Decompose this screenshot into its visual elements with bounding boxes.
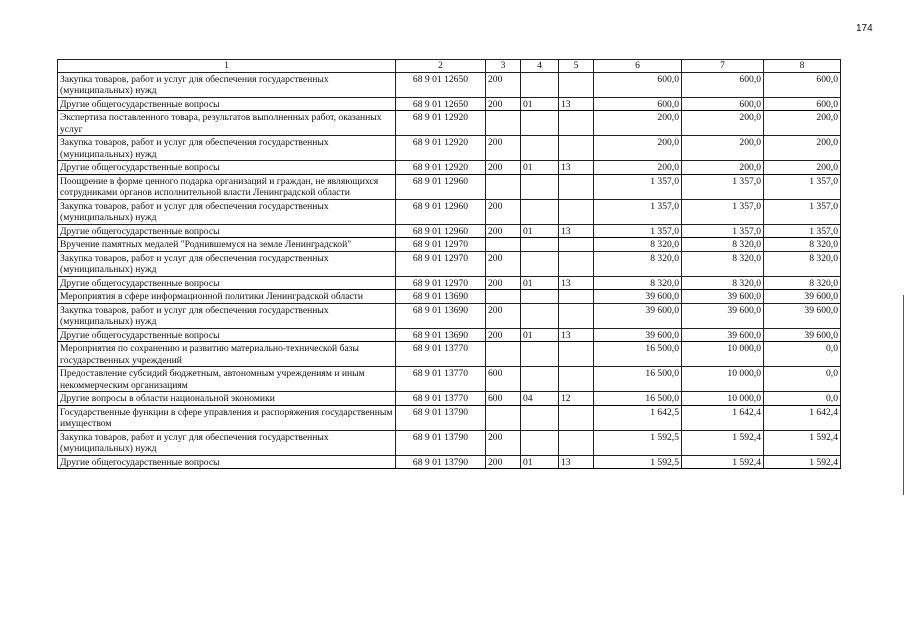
- row-subsection: 12: [559, 392, 594, 406]
- row-amount-col6: 39 600,0: [594, 328, 682, 342]
- row-target-code: 68 9 01 13770: [396, 342, 486, 367]
- table-row: [58, 161, 841, 175]
- row-expense-type: 200: [486, 199, 521, 224]
- row-target-code: 68 9 01 12960: [396, 174, 486, 199]
- row-amount-col8: 600,0: [764, 97, 841, 111]
- row-subsection: 13: [559, 276, 594, 290]
- row-expense-type: [486, 290, 521, 304]
- row-target-code: 68 9 01 12970: [396, 276, 486, 290]
- row-description: Вручение памятных медалей "Роднившемуся на земле Ленинградской": [58, 238, 396, 252]
- row-amount-col8: 0,0: [764, 392, 841, 406]
- row-description: Закупка товаров, работ и услуг для обеспечения государственных (муниципальных) нужд: [58, 303, 396, 328]
- row-section: [521, 238, 559, 252]
- row-subsection: 13: [559, 328, 594, 342]
- row-subsection: [559, 174, 594, 199]
- table-row: [58, 199, 841, 224]
- row-description: Мероприятия в сфере информационной политики Ленинградской области: [58, 290, 396, 304]
- row-expense-type: 200: [486, 251, 521, 276]
- row-target-code: 68 9 01 12920: [396, 161, 486, 175]
- row-amount-col7: 10 000,0: [682, 367, 764, 392]
- row-amount-col7: 600,0: [682, 72, 764, 97]
- row-section: [521, 367, 559, 392]
- row-amount-col6: 1 357,0: [594, 174, 682, 199]
- table-row: [58, 111, 841, 136]
- row-expense-type: 200: [486, 224, 521, 238]
- row-amount-col6: 1 357,0: [594, 224, 682, 238]
- row-amount-col7: 10 000,0: [682, 392, 764, 406]
- row-subsection: [559, 72, 594, 97]
- row-amount-col6: 8 320,0: [594, 251, 682, 276]
- row-description: Другие общегосударственные вопросы: [58, 455, 396, 469]
- row-amount-col7: 600,0: [682, 97, 764, 111]
- row-subsection: [559, 342, 594, 367]
- table-row: [58, 136, 841, 161]
- row-amount-col6: 39 600,0: [594, 290, 682, 304]
- row-description: Предоставление субсидий бюджетным, автономным учреждениям и иным некоммерческим организациям: [58, 367, 396, 392]
- table-row: [58, 290, 841, 304]
- row-amount-col7: 1 642,4: [682, 405, 764, 430]
- row-subsection: 13: [559, 97, 594, 111]
- row-expense-type: [486, 174, 521, 199]
- row-expense-type: 600: [486, 367, 521, 392]
- row-target-code: 68 9 01 12650: [396, 97, 486, 111]
- row-subsection: [559, 238, 594, 252]
- row-section: [521, 342, 559, 367]
- row-amount-col7: 1 592,4: [682, 430, 764, 455]
- column-header: 8: [764, 60, 841, 73]
- row-amount-col8: 39 600,0: [764, 290, 841, 304]
- row-target-code: 68 9 01 12650: [396, 72, 486, 97]
- row-description: Другие общегосударственные вопросы: [58, 161, 396, 175]
- row-target-code: 68 9 01 13790: [396, 405, 486, 430]
- row-amount-col8: 39 600,0: [764, 303, 841, 328]
- row-expense-type: 200: [486, 455, 521, 469]
- row-amount-col8: 1 357,0: [764, 199, 841, 224]
- row-description: Другие общегосударственные вопросы: [58, 224, 396, 238]
- table-row: [58, 97, 841, 111]
- row-section: [521, 174, 559, 199]
- table-row: [58, 72, 841, 97]
- row-section: [521, 303, 559, 328]
- column-header: 5: [559, 60, 594, 73]
- table-row: [58, 276, 841, 290]
- row-description: Другие общегосударственные вопросы: [58, 328, 396, 342]
- row-amount-col8: 1 642,4: [764, 405, 841, 430]
- row-section: [521, 290, 559, 304]
- row-description: Мероприятия по сохранению и развитию материально-технической базы государственных учреждений: [58, 342, 396, 367]
- row-amount-col8: 200,0: [764, 161, 841, 175]
- row-target-code: 68 9 01 12920: [396, 136, 486, 161]
- row-description: Закупка товаров, работ и услуг для обеспечения государственных (муниципальных) нужд: [58, 430, 396, 455]
- table-row: [58, 328, 841, 342]
- table-body: [58, 72, 841, 469]
- row-amount-col7: 1 357,0: [682, 224, 764, 238]
- row-description: Другие общегосударственные вопросы: [58, 97, 396, 111]
- row-description: Другие общегосударственные вопросы: [58, 276, 396, 290]
- row-amount-col8: 8 320,0: [764, 238, 841, 252]
- row-target-code: 68 9 01 13790: [396, 455, 486, 469]
- row-expense-type: 200: [486, 161, 521, 175]
- row-amount-col8: 1 592,4: [764, 455, 841, 469]
- row-section: 01: [521, 97, 559, 111]
- column-header: 3: [486, 60, 521, 73]
- row-amount-col6: 39 600,0: [594, 303, 682, 328]
- table-row: [58, 342, 841, 367]
- row-subsection: 13: [559, 224, 594, 238]
- row-subsection: [559, 199, 594, 224]
- row-expense-type: 200: [486, 136, 521, 161]
- column-header: 1: [58, 60, 396, 73]
- row-amount-col8: 0,0: [764, 367, 841, 392]
- table-row: [58, 303, 841, 328]
- row-subsection: 13: [559, 161, 594, 175]
- row-description: Закупка товаров, работ и услуг для обеспечения государственных (муниципальных) нужд: [58, 136, 396, 161]
- scan-edge-line: [903, 295, 904, 495]
- column-header: 7: [682, 60, 764, 73]
- row-amount-col6: 16 500,0: [594, 342, 682, 367]
- row-amount-col6: 8 320,0: [594, 238, 682, 252]
- row-amount-col6: 1 642,5: [594, 405, 682, 430]
- row-description: Закупка товаров, работ и услуг для обеспечения государственных (муниципальных) нужд: [58, 199, 396, 224]
- column-header: 4: [521, 60, 559, 73]
- row-section: 01: [521, 276, 559, 290]
- page-number: 174: [856, 23, 873, 34]
- table-row: [58, 405, 841, 430]
- row-target-code: 68 9 01 12920: [396, 111, 486, 136]
- row-amount-col8: 8 320,0: [764, 251, 841, 276]
- row-subsection: [559, 367, 594, 392]
- row-section: [521, 430, 559, 455]
- row-amount-col6: 8 320,0: [594, 276, 682, 290]
- row-amount-col6: 200,0: [594, 136, 682, 161]
- row-target-code: 68 9 01 12970: [396, 251, 486, 276]
- column-header: 6: [594, 60, 682, 73]
- row-target-code: 68 9 01 12960: [396, 199, 486, 224]
- row-target-code: 68 9 01 13770: [396, 367, 486, 392]
- row-description: Другие вопросы в области национальной экономики: [58, 392, 396, 406]
- row-amount-col7: 8 320,0: [682, 238, 764, 252]
- row-amount-col7: 39 600,0: [682, 290, 764, 304]
- row-amount-col7: 200,0: [682, 111, 764, 136]
- row-section: [521, 405, 559, 430]
- row-amount-col6: 600,0: [594, 97, 682, 111]
- row-section: 01: [521, 328, 559, 342]
- row-target-code: 68 9 01 13770: [396, 392, 486, 406]
- row-expense-type: 600: [486, 392, 521, 406]
- row-subsection: [559, 290, 594, 304]
- row-target-code: 68 9 01 13690: [396, 328, 486, 342]
- row-expense-type: [486, 238, 521, 252]
- row-subsection: 13: [559, 455, 594, 469]
- row-subsection: [559, 251, 594, 276]
- row-section: [521, 136, 559, 161]
- row-section: 01: [521, 161, 559, 175]
- table-row: [58, 224, 841, 238]
- row-amount-col7: 1 357,0: [682, 174, 764, 199]
- row-expense-type: 200: [486, 328, 521, 342]
- row-expense-type: 200: [486, 303, 521, 328]
- row-amount-col6: 200,0: [594, 161, 682, 175]
- row-amount-col8: 8 320,0: [764, 276, 841, 290]
- row-description: Закупка товаров, работ и услуг для обеспечения государственных (муниципальных) нужд: [58, 72, 396, 97]
- row-amount-col8: 0,0: [764, 342, 841, 367]
- row-subsection: [559, 405, 594, 430]
- row-section: [521, 251, 559, 276]
- row-section: [521, 199, 559, 224]
- row-expense-type: 200: [486, 430, 521, 455]
- row-amount-col6: 200,0: [594, 111, 682, 136]
- row-subsection: [559, 111, 594, 136]
- row-target-code: 68 9 01 13690: [396, 303, 486, 328]
- row-target-code: 68 9 01 12960: [396, 224, 486, 238]
- row-amount-col7: 1 357,0: [682, 199, 764, 224]
- row-amount-col7: 200,0: [682, 161, 764, 175]
- row-description: Закупка товаров, работ и услуг для обеспечения государственных (муниципальных) нужд: [58, 251, 396, 276]
- table-row: [58, 367, 841, 392]
- row-section: [521, 111, 559, 136]
- row-amount-col7: 39 600,0: [682, 303, 764, 328]
- table-row: [58, 455, 841, 469]
- row-subsection: [559, 430, 594, 455]
- row-expense-type: [486, 342, 521, 367]
- table-row: [58, 430, 841, 455]
- row-amount-col6: 1 357,0: [594, 199, 682, 224]
- row-amount-col8: 200,0: [764, 111, 841, 136]
- column-header: 2: [396, 60, 486, 73]
- row-amount-col7: 1 592,4: [682, 455, 764, 469]
- row-target-code: 68 9 01 12970: [396, 238, 486, 252]
- row-amount-col6: 600,0: [594, 72, 682, 97]
- table-row: [58, 238, 841, 252]
- row-section: [521, 72, 559, 97]
- row-expense-type: [486, 111, 521, 136]
- row-section: 01: [521, 224, 559, 238]
- row-expense-type: 200: [486, 72, 521, 97]
- row-expense-type: [486, 405, 521, 430]
- row-amount-col6: 1 592,5: [594, 455, 682, 469]
- table-row: [58, 174, 841, 199]
- row-amount-col7: 8 320,0: [682, 276, 764, 290]
- row-amount-col8: 39 600,0: [764, 328, 841, 342]
- row-amount-col6: 1 592,5: [594, 430, 682, 455]
- row-amount-col8: 200,0: [764, 136, 841, 161]
- row-description: Поощрение в форме ценного подарка организаций и граждан, не являющихся сотрудниками органов исполнительной власти Ленинградской области: [58, 174, 396, 199]
- row-amount-col8: 1 357,0: [764, 174, 841, 199]
- row-subsection: [559, 303, 594, 328]
- row-expense-type: 200: [486, 97, 521, 111]
- row-amount-col7: 200,0: [682, 136, 764, 161]
- row-amount-col8: 1 357,0: [764, 224, 841, 238]
- row-section: 01: [521, 455, 559, 469]
- row-target-code: 68 9 01 13690: [396, 290, 486, 304]
- row-section: 04: [521, 392, 559, 406]
- row-amount-col8: 1 592,4: [764, 430, 841, 455]
- row-description: Государственные функции в сфере управления и распоряжения государственным имуществом: [58, 405, 396, 430]
- row-expense-type: 200: [486, 276, 521, 290]
- row-description: Экспертиза поставленного товара, результатов выполненных работ, оказанных услуг: [58, 111, 396, 136]
- table-row: [58, 251, 841, 276]
- row-amount-col8: 600,0: [764, 72, 841, 97]
- header-row: [58, 60, 841, 73]
- row-amount-col7: 39 600,0: [682, 328, 764, 342]
- table-row: [58, 392, 841, 406]
- row-subsection: [559, 136, 594, 161]
- row-amount-col7: 10 000,0: [682, 342, 764, 367]
- row-amount-col7: 8 320,0: [682, 251, 764, 276]
- row-amount-col6: 16 500,0: [594, 367, 682, 392]
- row-amount-col6: 16 500,0: [594, 392, 682, 406]
- budget-table: [57, 59, 841, 469]
- row-target-code: 68 9 01 13790: [396, 430, 486, 455]
